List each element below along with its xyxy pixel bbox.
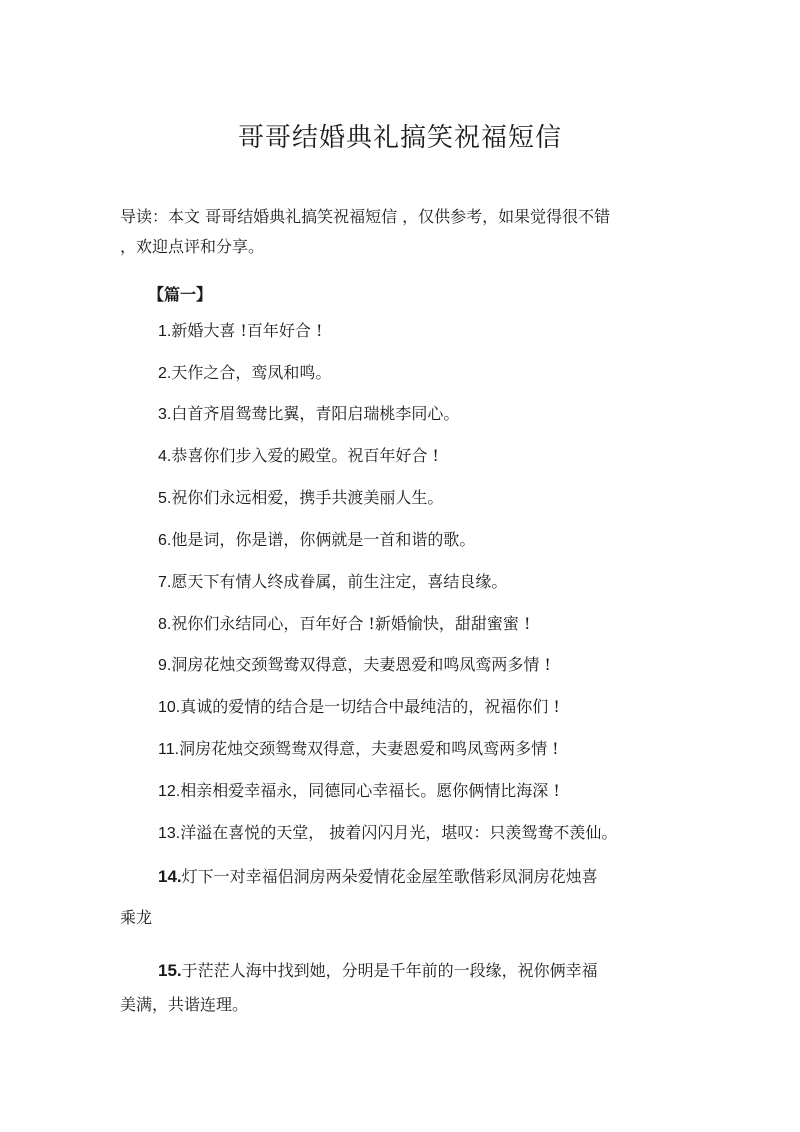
section-heading: 【篇一】 xyxy=(148,285,213,304)
item-number: 13. xyxy=(158,825,181,842)
list-item xyxy=(158,483,443,514)
item-text: 恭喜你们步入爱的殿堂。祝百年好合 ! xyxy=(171,446,439,465)
item-number: 4. xyxy=(158,448,172,465)
list-item xyxy=(158,399,459,430)
item-number: 7. xyxy=(158,574,172,591)
list-item xyxy=(158,525,475,556)
item-number: 9. xyxy=(158,657,172,674)
item-number: 14. xyxy=(158,867,182,886)
list-item xyxy=(158,441,439,472)
item-number: 1. xyxy=(158,323,172,340)
item-number: 12. xyxy=(158,783,181,800)
item-number: 2. xyxy=(158,365,172,382)
item-text: 祝你们永远相爱，携手共渡美丽人生。 xyxy=(171,488,444,507)
item-text: 相亲相爱幸福永，同德同心幸福长。愿你俩情比海深 ! xyxy=(180,781,560,800)
item-number: 11. xyxy=(158,741,180,758)
item-text: 新婚大喜 !百年好合 ! xyxy=(171,321,323,340)
list-item xyxy=(158,609,530,640)
item-text: 祝你们永结同心，百年好合 !新婚愉快，甜甜蜜蜜 ! xyxy=(171,614,531,633)
list-item xyxy=(158,862,598,892)
item-text: 灯下一对幸福侣洞房两朵爱情花金屋笙歌偕彩凤洞房花烛喜 xyxy=(181,867,598,886)
list-item xyxy=(158,734,559,765)
intro-text-line-1: 导读：本文 哥哥结婚典礼搞笑祝福短信 ，仅供参考，如果觉得很不错 xyxy=(120,207,611,226)
item-number: 6. xyxy=(158,532,172,549)
item-text: 真诚的爱情的结合是一切结合中最纯洁的，祝福你们 ! xyxy=(180,697,560,716)
page-title: 哥哥结婚典礼搞笑祝福短信 xyxy=(237,123,562,153)
item-number: 10. xyxy=(158,699,181,716)
list-item xyxy=(158,358,331,389)
item-continuation: 乘龙 xyxy=(120,908,153,927)
item-number: 3. xyxy=(158,406,172,423)
list-item xyxy=(158,567,507,598)
item-text: 白首齐眉鸳鸯比翼，青阳启瑞桃李同心。 xyxy=(171,404,460,423)
item-number: 8. xyxy=(158,616,172,633)
item-number: 15. xyxy=(158,961,182,980)
list-item xyxy=(158,776,560,807)
item-text: 愿天下有情人终成眷属，前生注定，喜结良缘。 xyxy=(171,572,508,591)
list-item xyxy=(158,692,560,723)
item-text: 洋溢在喜悦的天堂， 披着闪闪月光，堪叹：只羡鸳鸯不羡仙。 xyxy=(180,823,618,842)
intro-text-line-2: ，欢迎点评和分享。 xyxy=(120,237,265,256)
list-item xyxy=(158,956,598,986)
item-text: 洞房花烛交颈鸳鸯双得意，夫妻恩爱和鸣凤鸾两多情 ! xyxy=(171,655,551,674)
item-text: 他是词，你是谱，你俩就是一首和谐的歌。 xyxy=(171,530,476,549)
list-item xyxy=(158,818,617,849)
item-text: 于茫茫人海中找到她，分明是千年前的一段缘，祝你俩幸福 xyxy=(181,961,598,980)
list-item xyxy=(158,650,551,681)
list-item xyxy=(158,316,322,347)
item-text: 洞房花烛交颈鸳鸯双得意，夫妻恩爱和鸣凤鸾两多情 ! xyxy=(179,739,559,758)
item-continuation: 美满，共谐连理。 xyxy=(120,995,249,1014)
item-number: 5. xyxy=(158,490,172,507)
item-text: 天作之合，鸾凤和鸣。 xyxy=(171,363,332,382)
